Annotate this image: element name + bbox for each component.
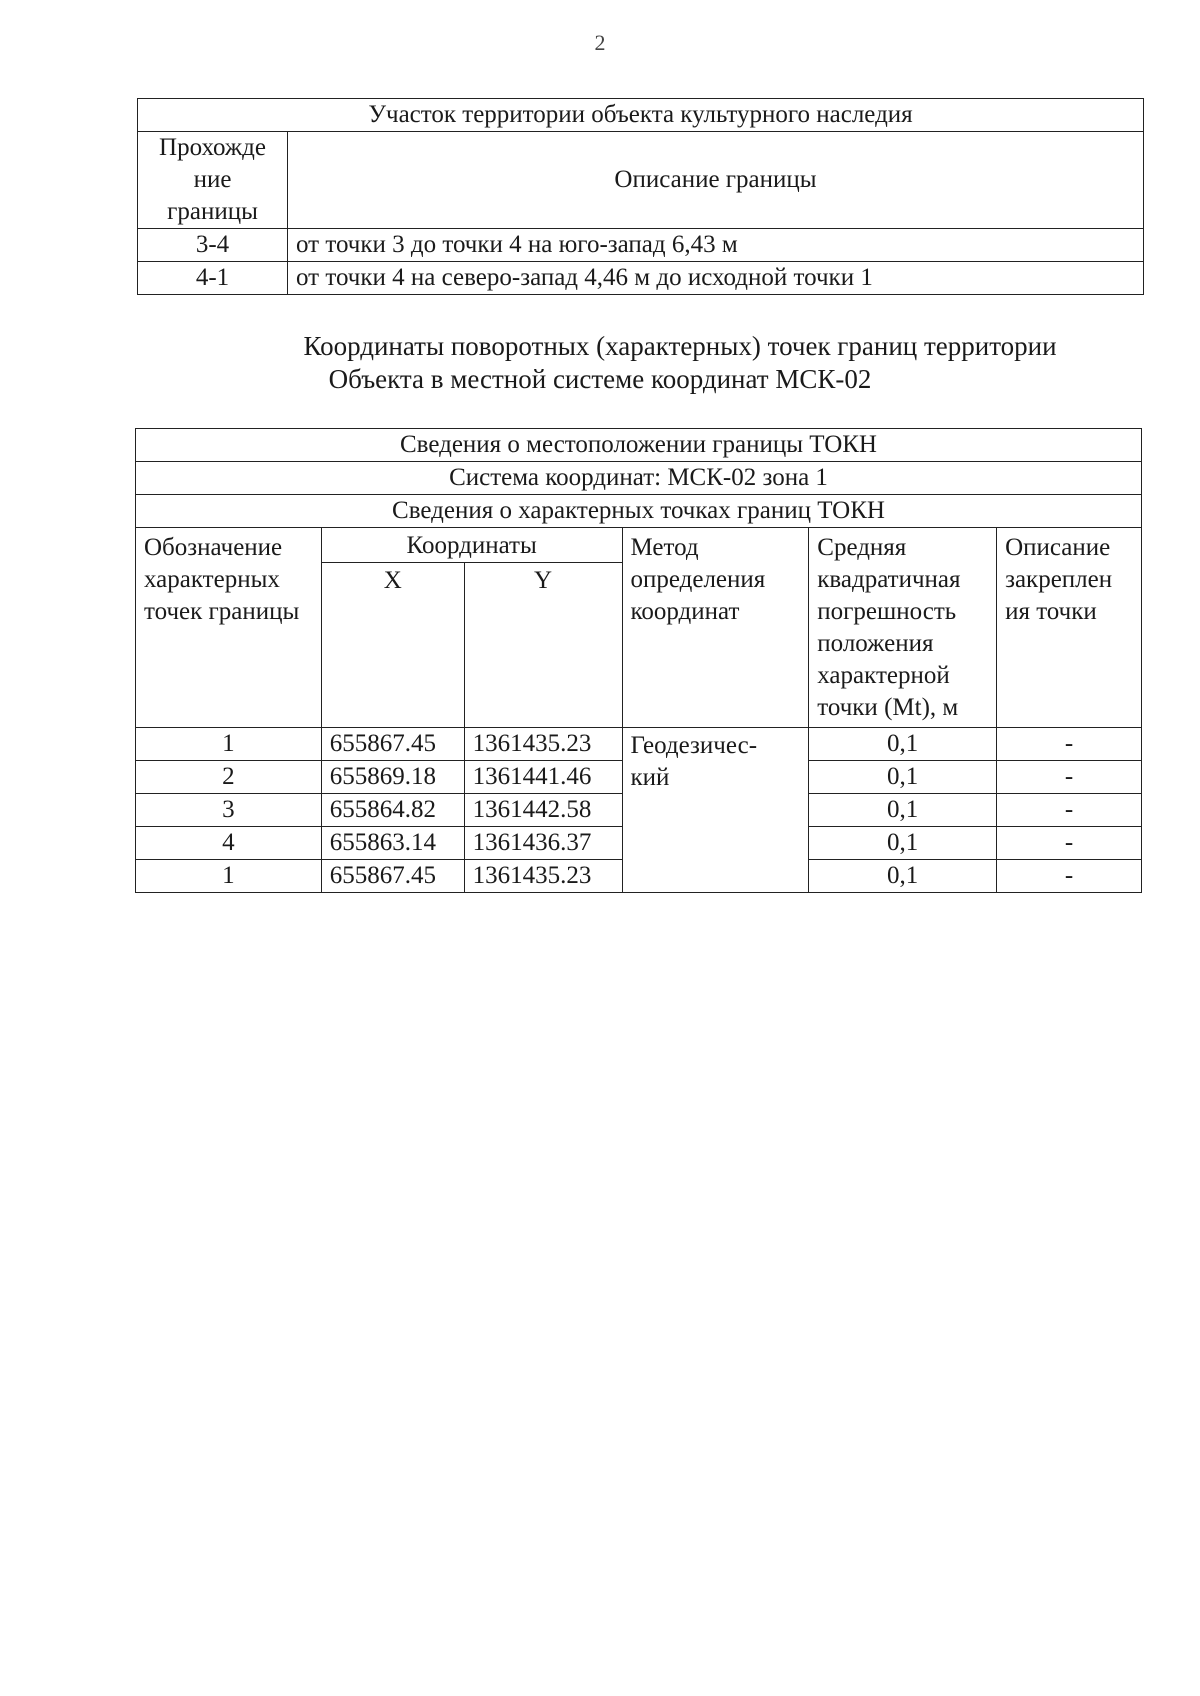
- method-cell: Геодезичес- кий: [622, 728, 809, 893]
- y-cell: 1361436.37: [464, 827, 622, 860]
- x-cell: 655867.45: [321, 860, 464, 893]
- x-cell: 655867.45: [321, 728, 464, 761]
- table-row: [138, 262, 1144, 295]
- point-cell: 3: [136, 794, 322, 827]
- header-point-designation: Обозначение характерных точек границы: [136, 528, 322, 728]
- section-heading-line2: Объекта в местной системе координат МСК-02: [328, 364, 872, 394]
- desc-cell: -: [997, 794, 1142, 827]
- error-cell: 0,1: [809, 761, 997, 794]
- header-coordinates: Координаты: [321, 528, 622, 563]
- point-cell: 2: [136, 761, 322, 794]
- point-cell: 1: [136, 860, 322, 893]
- boundary-description-table: [137, 98, 1144, 295]
- y-cell: 1361442.58: [464, 794, 622, 827]
- header-point-description: Описание закреплен ия точки: [997, 528, 1142, 728]
- description-cell: от точки 4 на северо-запад 4,46 м до исходной точки 1: [288, 262, 1144, 295]
- section-heading-line1: Координаты поворотных (характерных) точек границ территории: [303, 331, 1057, 361]
- table2-title-location: Сведения о местоположении границы ТОКН: [136, 429, 1142, 462]
- point-cell: 4: [136, 827, 322, 860]
- desc-cell: -: [997, 761, 1142, 794]
- description-cell: от точки 3 до точки 4 на юго-запад 6,43 м: [288, 229, 1144, 262]
- table-row: [136, 728, 1142, 761]
- table1-header-description: Описание границы: [288, 132, 1144, 229]
- header-x: X: [321, 563, 464, 728]
- y-cell: 1361435.23: [464, 728, 622, 761]
- table1-header-segment: Прохожде ние границы: [138, 132, 288, 229]
- error-cell: 0,1: [809, 827, 997, 860]
- error-cell: 0,1: [809, 794, 997, 827]
- x-cell: 655864.82: [321, 794, 464, 827]
- segment-cell: 3-4: [138, 229, 288, 262]
- header-mean-error: Средняя квадратичная погрешность положения характерной точки (Mt), м: [809, 528, 997, 728]
- x-cell: 655869.18: [321, 761, 464, 794]
- header-y: Y: [464, 563, 622, 728]
- table2-title-coord-system: Система координат: МСК-02 зона 1: [136, 462, 1142, 495]
- y-cell: 1361441.46: [464, 761, 622, 794]
- x-cell: 655863.14: [321, 827, 464, 860]
- y-cell: 1361435.23: [464, 860, 622, 893]
- desc-cell: -: [997, 728, 1142, 761]
- point-cell: 1: [136, 728, 322, 761]
- error-cell: 0,1: [809, 860, 997, 893]
- desc-cell: -: [997, 860, 1142, 893]
- table-row: [138, 229, 1144, 262]
- table2-title-points: Сведения о характерных точках границ ТОКН: [136, 495, 1142, 528]
- page-number: 2: [594, 30, 606, 55]
- desc-cell: -: [997, 827, 1142, 860]
- segment-cell: 4-1: [138, 262, 288, 295]
- coordinates-table: [135, 428, 1142, 893]
- header-method: Метод определения координат: [622, 528, 809, 728]
- error-cell: 0,1: [809, 728, 997, 761]
- table1-title: Участок территории объекта культурного наследия: [138, 99, 1144, 132]
